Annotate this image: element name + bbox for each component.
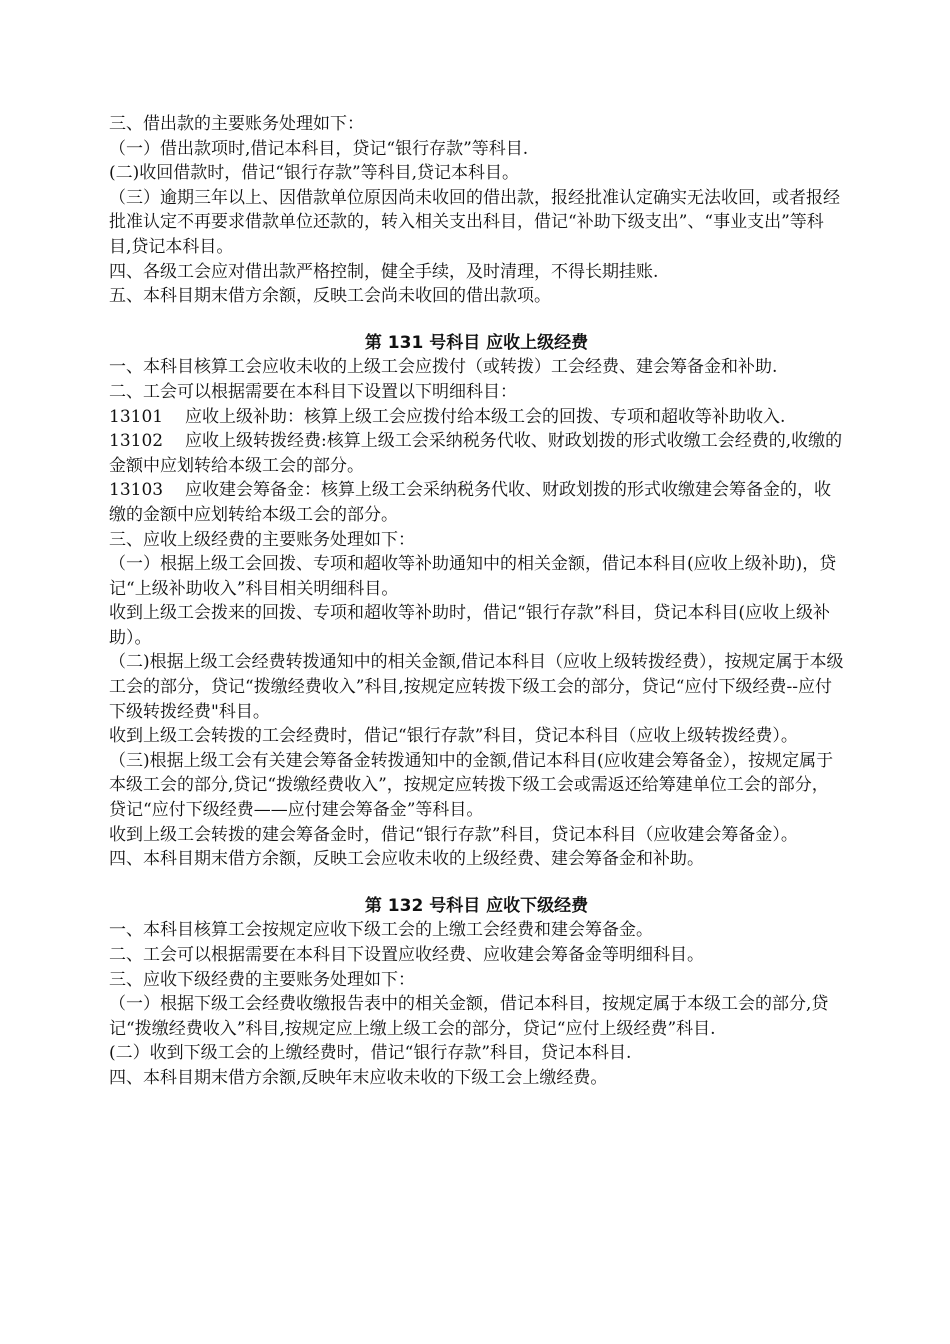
paragraph: 一、本科目核算工会按规定应收下级工会的上缴工会经费和建会筹备金。 bbox=[109, 920, 653, 941]
detail-code: 13103 bbox=[109, 480, 164, 501]
paragraph: (二)收回借款时，借记“银行存款”等科目,贷记本科目。 bbox=[109, 163, 520, 184]
paragraph: 三、应收下级经费的主要账务处理如下： bbox=[109, 969, 415, 990]
detail-code: 13102 bbox=[109, 431, 164, 452]
detail-item bbox=[109, 405, 844, 430]
section-gap bbox=[109, 309, 844, 331]
detail-item bbox=[109, 478, 844, 527]
section-gap bbox=[109, 872, 844, 894]
paragraph: 四、本科目期末借方余额,反映年末应收未收的下级工会上缴经费。 bbox=[109, 1067, 608, 1088]
detail-text: 应收建会筹备金：核算上级工会采纳税务代收、财政划拨的形式收缴建会筹备金的，收缴的金额中应划转给本级工会的部分。 bbox=[109, 480, 831, 525]
paragraph: 三、借出款的主要账务处理如下： bbox=[109, 114, 364, 134]
paragraph: (二）收到下级工会的上缴经费时，借记“银行存款”科目，贷记本科目. bbox=[109, 1043, 632, 1064]
paragraph: 二、工会可以根据需要在本科目下设置应收经费、应收建会筹备金等明细科目。 bbox=[109, 945, 704, 965]
paragraph: 四、各级工会应对借出款严格控制，健全手续，及时清理，不得长期挂账. bbox=[109, 261, 659, 282]
detail-text: 应收上级补助：核算上级工会应拨付给本级工会的回拨、专项和超收等补助收入. bbox=[185, 406, 786, 427]
section-heading-131: 第 131 号科目 应收上级经费 bbox=[364, 332, 589, 353]
paragraph: （一）根据上级工会回拨、专项和超收等补助通知中的相关金额，借记本科目(应收上级补助)，贷记“上级补助收入”科目相关明细科目。 bbox=[109, 554, 837, 599]
paragraph: 收到上级工会转拨的工会经费时，借记“银行存款”科目，贷记本科目（应收上级转拨经费）。 bbox=[109, 726, 798, 747]
paragraph: （三）逾期三年以上、因借款单位原因尚未收回的借出款，报经批准认定确实无法收回，或者报经批准认定不再要求借款单位还款的，转入相关支出科目，借记“补助下级支出”、“事业支出”等科目,贷记本科目。 bbox=[109, 187, 840, 257]
paragraph: 一、本科目核算工会应收未收的上级工会应拨付（或转拨）工会经费、建会筹备金和补助. bbox=[109, 357, 778, 378]
paragraph: 三、应收上级经费的主要账务处理如下： bbox=[109, 529, 415, 550]
paragraph: 收到上级工会转拨的建会筹备金时，借记“银行存款”科目，贷记本科目（应收建会筹备金）。 bbox=[109, 824, 798, 845]
paragraph: （三)根据上级工会有关建会筹备金转拨通知中的金额,借记本科目(应收建会筹备金），按规定属于本级工会的部分,贷记“拨缴经费收入”，按规定应转拨下级工会或需返还给筹建单位工会的部分，贷记“应付下级经费——应付建会筹备金”等科目。 bbox=[109, 750, 834, 821]
paragraph: 二、工会可以根据需要在本科目下设置以下明细科目： bbox=[109, 381, 517, 402]
paragraph: 四、本科目期末借方余额，反映工会应收未收的上级经费、建会筹备金和补助。 bbox=[109, 849, 704, 870]
section-heading-132: 第 132 号科目 应收下级经费 bbox=[364, 895, 589, 916]
detail-text: 应收上级转拨经费:核算上级工会采纳税务代收、财政划拨的形式收缴工会经费的,收缴的金额中应划转给本级工会的部分。 bbox=[109, 431, 843, 476]
paragraph: （一）借出款项时,借记本科目，贷记“银行存款”等科目. bbox=[109, 138, 529, 159]
paragraph: （一）根据下级工会经费收缴报告表中的相关金额，借记本科目，按规定属于本级工会的部分,贷记“拨缴经费收入”科目,按规定应上缴上级工会的部分，贷记“应付上级经费”科目. bbox=[109, 994, 829, 1039]
detail-item bbox=[109, 429, 844, 478]
paragraph: 五、本科目期末借方余额，反映工会尚未收回的借出款项。 bbox=[109, 286, 551, 307]
document-page bbox=[109, 112, 844, 1091]
detail-code: 13101 bbox=[109, 406, 164, 427]
paragraph: 收到上级工会拨来的回拨、专项和超收等补助时，借记“银行存款”科目，贷记本科目(应收上级补助）。 bbox=[109, 603, 831, 648]
paragraph: （二)根据上级工会经费转拨通知中的相关金额,借记本科目（应收上级转拨经费），按规定属于本级工会的部分，贷记“拨缴经费收入”科目,按规定应转拨下级工会的部分，贷记“应付下级经费--应付下级转拨经费"科目。 bbox=[109, 652, 844, 722]
